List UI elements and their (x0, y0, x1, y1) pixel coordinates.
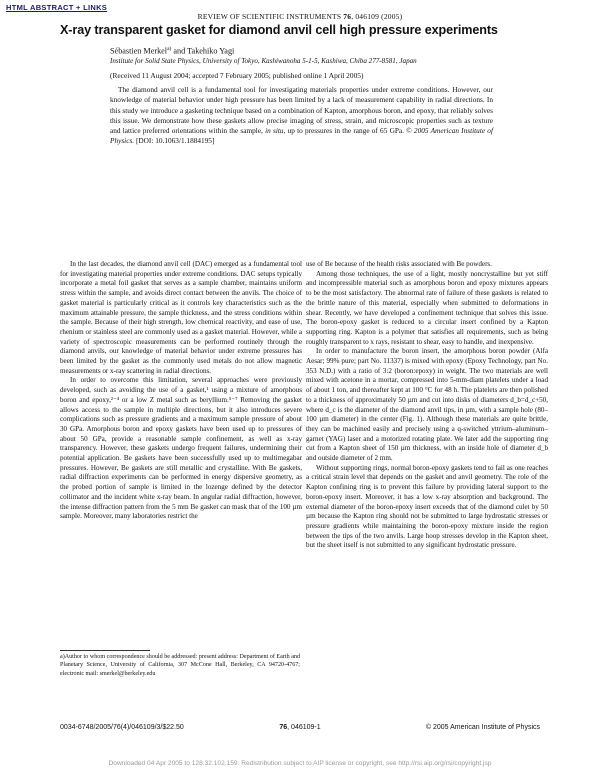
footnote-rule (60, 650, 150, 651)
article-title: X-ray transparent gasket for diamond anvil cell high pressure experiments (60, 23, 498, 37)
footer-page-num: , 046109-1 (287, 724, 321, 731)
footnote: a)Author to whom correspondence should be addressed: present address: Department of Earth and Planetary Science, University of California, 307 McCone Hall, Berkeley, CA 94720-4767; electronic mail: smerkel@berkeley.edu (60, 654, 300, 677)
abstract-doi: [DOI: 10.1063/1.1884195] (134, 136, 215, 146)
footer-volume: 76 (279, 724, 288, 731)
paragraph: In order to manufacture the boron insert, the amorphous boron powder (Alfa Aesar; 99% pure; part No. 11337) is mixed with epoxy (Epoxy Technology, part No. 353 N.D.) with a ratio of 3:2 (boron:epoxy) in weight. The two materials are well mixed with acetone in a mortar, compressed into 5-mm-diam platelets under a load of about 1 ton, and thereafter kept at 100 °C for 48 h. The platelets are then polished to a thickness of approximately 50 µm and cut into disks of diameters d_b=d_c+50, where d_c is the diameter of the diamond anvil tips, in µm, with a sample hole (80–100 µm diameter) in the center (Fig. 1). Although these materials are quite brittle, they can be machined easily and precisely using a q-switched yttrium–aluminum–garnet (YAG) laser and a motorized rotating plate. We later add the supporting ring cut from a Kapton sheet of 150 µm thickness, with an inside hole of diameter d_b and outside diameter of 2 mm. (306, 347, 548, 463)
footer-copyright: © 2005 American Institute of Physics (425, 724, 540, 731)
received-dates: (Received 11 August 2004; accepted 7 February 2005; published online 1 April 2005) (110, 71, 364, 80)
paragraph: use of Be because of the health risks associated with Be powders. (306, 260, 492, 268)
left-column (60, 260, 302, 522)
paragraph: Without supporting rings, normal boron-epoxy gaskets tend to fail as one reaches a critical strain level that depends on the gasket and anvil geometry. The role of the Kapton confining ring is to prevent this failure by providing lateral support to the boron-epoxy insert. Moreover, it has a low x-ray absorption and background. The external diameter of the boron-epoxy insert exceeds that of the diamond culet by 50 µm because the Kapton ring should not be submitted to large hydrostatic stresses or pressure gradients while maintaining the boron-epoxy mixture inside the region between the tips of the two anvils. Large hoop stresses develop in the Kapton sheet, but the sheet itself is not submitted to any significant hydrostatic pressure. (306, 463, 548, 550)
journal-name: REVIEW OF SCIENTIFIC INSTRUMENTS (197, 12, 344, 21)
paragraph: In the last decades, the diamond anvil cell (DAC) emerged as a fundamental tool for investigating material properties under extreme conditions. DAC setups typically incorporate a metal foil gasket that serves as a sample chamber, maintains uniform stress within the sample, and avoids direct contact between the anvils. The choice of gasket material is particularly critical as it controls key characteristics such as the maximum attainable pressure, the sample thickness, and the stress conditions within the sample. Because of their high strength, low chemical reactivity, and ease of use, rhenium or stainless steel are commonly used as a gasket material. However, while a variety of spectroscopic measurements can be performed routinely through the diamond anvils, our knowledge of material behavior under extreme pressures has been limited by the gasket as the commonly used metals do not allow magnetic measurements or x-ray scattering in radial directions. (60, 260, 302, 375)
html-abstract-links[interactable]: HTML ABSTRACT + LINKS (6, 3, 108, 12)
journal-page: , 046109 (2005) (351, 12, 403, 21)
affiliation: Institute for Solid State Physics, University of Tokyo, Kashiwanoha 5-1-5, Kashiwa, Chiba 277-8581, Japan (110, 57, 417, 65)
abstract-copyright: © 2005 American Institute of Physics. (110, 126, 493, 146)
journal-header (0, 12, 600, 21)
abstract-insitu: in situ (265, 126, 284, 136)
right-column (306, 260, 548, 551)
author-footnote-mark: a) (167, 46, 172, 52)
abstract (110, 85, 493, 147)
paragraph: In order to overcome this limitation, several approaches were previously developed, such as avoiding the use of a gasket,¹ using a mixture of amorphous boron and epoxy,²⁻⁴ or a low Z metal such as beryllium.⁵⁻⁷ Removing the gasket allows access to the sample in multiple directions, but it also introduces severe complications such as pressure gradients and a maximum sample pressure of about 30 GPa. Amorphous boron and epoxy gaskets have been used up to pressures of about 50 GPa, provide a reasonable sample confinement, as well as x-ray transparency. However, these gaskets undergo frequent failures, undermining their potential application. Be gaskets have been successfully used up to multimegabar pressures. However, Be gaskets are still metallic and crystalline. With Be gaskets, radial diffraction experiments can be performed in energy dispersive geometry, as the probed portion of sample is limited in the lozenge defined by the detector collimator and the incident white x-ray beam. In angular radial diffraction, however, the intense diffraction pattern from the 5 mm Be gasket can mask that of the 100 µm sample. Moreover, many laboratories restrict the (60, 376, 302, 521)
authors (110, 46, 234, 56)
author-2: and Takehiko Yagi (171, 46, 235, 56)
journal-volume: 76 (343, 12, 352, 21)
author-1: Sébastien Merkel (110, 46, 168, 56)
footer-issn: 0034-6748/2005/76(4)/046109/3/$22.50 (60, 724, 184, 731)
paragraph: Among those techniques, the use of a light, mostly noncrystalline but yet stiff and incompressible material such as amorphous boron and epoxy mixtures appears to be the most satisfactory. The abnormal rate of failure of these gaskets is related to the brittle nature of this material, especially when submitted to deformations in shear. Recently, we have developed a confinement technique that solves this issue. The boron-epoxy gasket is reduced to a circular insert confined by a Kapton supporting ring. Kapton is a polymer that satisfies all requirements, such as being roughly transparent to x rays, resistant to shear, easy to handle, and inexpensive. (306, 269, 548, 346)
abstract-text-2: , up to pressures in the range of 65 GPa. (283, 126, 407, 136)
abstract-text: The diamond anvil cell is a fundamental tool for investigating materials properties under extreme conditions. However, our knowledge of material behavior under high pressure has been limited by a lack of measurement capability in radial directions. In this study we introduce a gasketing technique based on a combination of Kapton, amorphous boron, and epoxy, that reliably solves this issue. We demonstrate how these gaskets allow precise imaging of stress, strain, and microscopic properties such as texture and lattice preferred orientations within the sample, (110, 85, 493, 136)
download-notice[interactable]: Downloaded 04 Apr 2005 to 128.32.102.159. Redistribution subject to AIP license or copyright, see http://rsi.aip.org/rsi/copyright.jsp (108, 760, 492, 767)
